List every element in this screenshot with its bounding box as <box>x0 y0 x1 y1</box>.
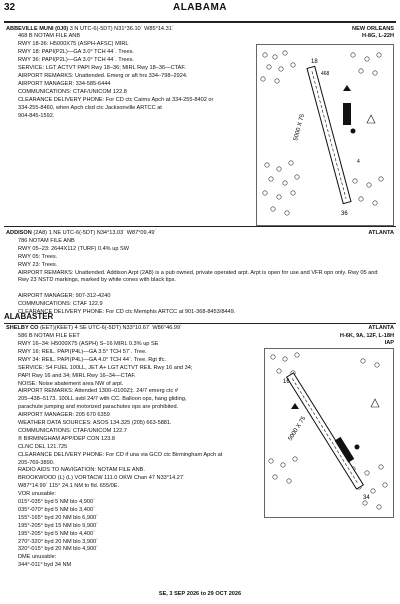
ala-line-4: PAPI Rwy 16 and 34; MIRL Rwy 16–34—CTAF. <box>18 372 136 379</box>
ala-line-26: 320°-015° byd 20 NM blo 4,900´ <box>18 546 99 553</box>
airport-id: (2A8) <box>33 230 48 236</box>
ala-line-8: parachute jumping and motorized parachutes ops are prohibited. <box>18 404 179 411</box>
ala-line-3: SERVICE: S4 FUEL 100LL, JET A+ LGT ACTVT REIL Rwy 16 and 34; <box>18 364 193 371</box>
ala-line-11: COMMUNICATIONS: CTAF/UNICOM 122.7 <box>18 427 127 434</box>
section-rule-1 <box>4 226 396 227</box>
ala-line-14: CLEARANCE DELIVERY PHONE: For CD if una via GCO ctc Birmingham Apch at <box>18 451 223 458</box>
ala-line-25: 270°-320° byd 20 NM blo 3,900´ <box>18 538 99 545</box>
airport-elev: 468 B NOTAM FILE ANB <box>18 33 81 39</box>
airport-info: 1 NE UTC-6(-5DT) N34°13.03´ W87°09.49´ <box>48 230 157 236</box>
page-footer: SE, 3 SEP 2026 to 29 OCT 2026 <box>158 591 242 598</box>
ala-line-0: RWY 16–34: H5000X75 (ASPH) S–16 MIRL 0.3% up SE <box>18 341 159 347</box>
city-heading: ALABASTER <box>4 312 54 321</box>
abbeville-airport-diagram <box>256 44 394 226</box>
ala-line-1: RWY 16: REIL. PAPI(P4L)—GA 3.5° TCH 57´. Tree. <box>18 348 147 355</box>
add-line2-0: AIRPORT MANAGER: 907-312-4240 <box>18 293 111 299</box>
ala-line-16: RADIO AIDS TO NAVIGATION: NOTAM FILE ANB. <box>18 467 145 474</box>
ala-line-20: 015°-035° byd 5 NM blo 4,900´ <box>18 499 95 505</box>
chart-ref: H-6K, 9A, 12F, L-18H <box>339 333 394 339</box>
chart-ref: H-8G, L-22H <box>361 33 394 39</box>
airport-name: ADDISON <box>6 230 32 236</box>
ala-line-9: AIRPORT MANAGER: 205 670 6359 <box>18 412 110 419</box>
abb-line-0: RWY 18-36: H5000X75 (ASPH-AFSC) MIRL <box>18 41 129 47</box>
abb-line-5: AIRPORT MANAGER: 334-585-6444 <box>18 81 111 87</box>
airport-name: ABBEVILLE MUNI <box>6 26 54 32</box>
abb-line-6: COMMUNICATIONS: CTAF/UNICOM 122.8 <box>18 89 127 95</box>
page-number: 32 <box>4 2 16 13</box>
apron-block <box>343 103 351 125</box>
abb-line-3: SERVICE: LGT ACTVT PAPI Rwy 18–36; MIRL Rwy 18–36—CTAF. <box>18 65 186 71</box>
elev-north: 468 <box>321 71 330 77</box>
ala-line-22: 155°-165° byd 20 NM blo 6,900´ <box>18 514 99 521</box>
add-remarks: AIRPORT REMARKS: Unattended. Addison Arpt (2A8) is a pub owned, private operated arpt. Arpt is open for use and VFR opn only. Rwy 05 and Rwy 23 NSTD markings, marked by white cones with black tips. <box>18 270 378 283</box>
iap-label: IAP <box>384 340 394 346</box>
abb-line-1: RWY 18: PAPI(P2L)—GA 3.0° TCH 44´. Trees. <box>18 49 134 55</box>
runway-end-18: 18 <box>311 59 318 65</box>
ala-line-24: 195°-205° byd 5 NM blo 4,400´ <box>18 530 95 537</box>
runway-end-36: 36 <box>341 211 348 217</box>
ala-line-18: W87°14.99´ 115° 24.1 NM to fld. 655/0E. <box>18 483 120 490</box>
airport-id: (0J0) <box>55 26 69 32</box>
ala-line-7: 205–438–5173. 100LL avbl 24/7 with CC. Balloon ops, hang gliding, <box>18 396 187 403</box>
ala-line-28: 344°-011° byd 34 NM <box>18 562 72 569</box>
page-state-title: ALABAMA <box>172 2 228 13</box>
ala-line-27: DME unusable: <box>18 554 57 561</box>
ala-line-12: ® BIRMINGHAM APP/DEP CON 123.8 <box>18 435 115 442</box>
abb-line-4: AIRPORT REMARKS: Unattended. Emerg or aft hrs 334–798–2924. <box>18 73 188 79</box>
airport-info: 4 SE UTC-6(-5DT) N33°10.67´ W86°46.99´ <box>74 325 182 331</box>
ala-line-21: 035°-070° byd 5 NM blo 3,400´ <box>18 506 95 513</box>
airport-elev: 586 B NOTAM FILE EET <box>18 333 80 339</box>
section-rule-2 <box>4 323 396 324</box>
add-line2-2: CLEARANCE DELIVERY PHONE: For CD ctc Memphis ARTCC at 901-368-8453/8449. <box>18 309 236 315</box>
abb-line-9: 904-845-1592. <box>18 113 55 119</box>
add-line-0: RWY 05–23: 2644X112 (TURF) 0.4% up SW <box>18 246 129 252</box>
page-header <box>0 0 400 20</box>
ala-line-19: VOR unusable: <box>18 491 56 498</box>
region-label: ATLANTA <box>368 325 394 331</box>
shelby-airport-diagram <box>264 348 394 518</box>
airport-elev: 786 NOTAM FILE ANB <box>18 238 75 244</box>
ala-line-15: 205-769-3890. <box>18 459 55 466</box>
runway-length-label: 5000 X 75 <box>293 113 307 142</box>
ala-line-17: BROOKWOOD (L) (L) VORTACW 111.0 OKW Chan 47 N33°14.27´ <box>18 475 185 482</box>
ala-line-10: WEATHER DATA SOURCES: ASOS 134.325 (205) 663-5881. <box>18 420 172 426</box>
abb-line-8: 334-255-8460, when Apch clsd ctc Jacksonville ARTCC at <box>18 105 162 111</box>
ala-line-23: 195°-205° byd 15 NM blo 9,900´ <box>18 522 99 529</box>
ala-line-5: NOISE: Noise abatement area NW of arpt. <box>18 380 124 387</box>
runway-end-34: 34 <box>363 495 370 501</box>
add-line-2: RWY 23: Trees. <box>18 262 58 268</box>
airport-name: SHELBY CO <box>6 325 39 331</box>
abb-line-2: RWY 36: PAPI(P2L)—GA 3.0° TCH 44´. Trees. <box>18 57 134 63</box>
ala-line-6: AIRPORT REMARKS: Attended 1300–0100Z‡. 24/7 emerg ctc # <box>18 388 178 395</box>
ala-line-2: RWY 34: REIL. PAPI(P4L)—GA 4.0° TCH 44´. Tree. Rgt tfc. <box>18 356 166 363</box>
runway-end-16: 16 <box>283 379 290 385</box>
elev-south: 4 <box>357 159 360 165</box>
header-rule <box>4 21 396 23</box>
region-label: ATLANTA <box>368 230 394 236</box>
airport-info: 3 N UTC-6(-5DT) N31°36.10´ W85°14.31´ <box>69 26 174 32</box>
ala-line-13: CLNC DEL 121.725 <box>18 443 68 450</box>
abb-line-7: CLEARANCE DELIVERY PHONE: For CD ctc Cairns Apch at 334-255-8402 or <box>18 97 214 103</box>
runway-length-label: 5000 X 75 <box>287 415 308 443</box>
add-line-1: RWY 05: Trees. <box>18 254 58 260</box>
add-line2-1: COMMUNICATIONS: CTAF 122.9 <box>18 301 103 307</box>
region-label: NEW ORLEANS <box>352 26 394 32</box>
airport-id: (EET)(KEET) <box>40 325 74 331</box>
